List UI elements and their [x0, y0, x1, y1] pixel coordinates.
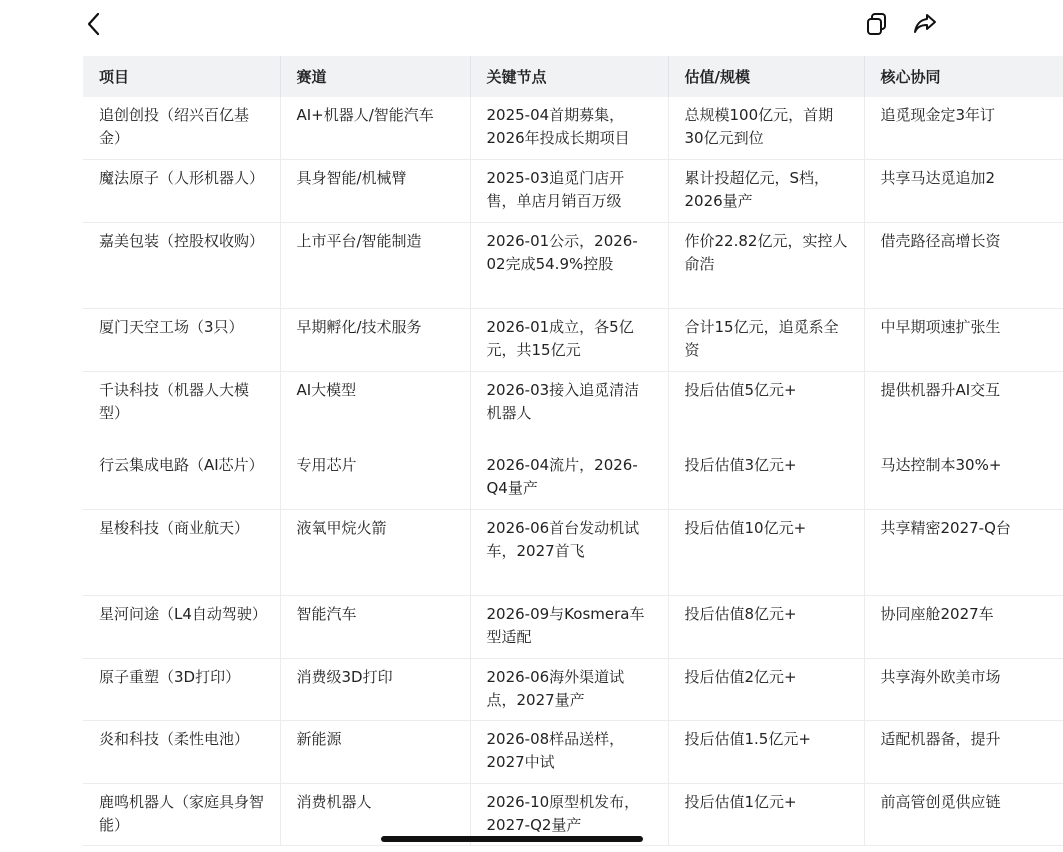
table-row — [83, 658, 1063, 720]
cell-synergy: 前高管创觅供应链 — [864, 783, 1063, 845]
cell-synergy: 借壳路径高增长资 — [864, 222, 1063, 308]
cell-synergy: 共享马达觅追加2 — [864, 159, 1063, 222]
copy-button[interactable] — [861, 8, 893, 40]
cell-track: 消费级3D打印 — [280, 658, 470, 720]
cell-track: 早期孵化/技术服务 — [280, 308, 470, 371]
cell-synergy: 追觅现金定3年订 — [864, 97, 1063, 159]
table-row — [83, 371, 1063, 447]
home-indicator[interactable] — [381, 836, 643, 842]
cell-track: 智能汽车 — [280, 595, 470, 658]
cell-project: 追创创投（绍兴百亿基金） — [83, 97, 280, 159]
cell-synergy: 中早期项速扩张生 — [864, 308, 1063, 371]
cell-track: AI+机器人/智能汽车 — [280, 97, 470, 159]
cell-synergy: 提供机器升AI交互 — [880, 380, 1001, 399]
cell-synergy: 适配机器备，提升 — [864, 720, 1063, 783]
data-table — [83, 56, 1063, 846]
cell-milestone: 2025-04首期募集，2026年投成长期项目 — [470, 97, 668, 159]
cell-milestone: 2026-01成立，各5亿元，共15亿元 — [470, 308, 668, 371]
cell-milestone: 2026-06首台发动机试车，2027首飞 — [470, 509, 668, 595]
table-row — [83, 720, 1063, 783]
cell-valuation: 作价22.82亿元，实控人俞浩 — [668, 222, 864, 308]
cell-project: 魔法原子（人形机器人） — [83, 159, 280, 222]
cell-synergy: 马达控制本30%+ — [864, 447, 1063, 509]
cell-valuation: 投后估值5亿元+ — [668, 371, 864, 447]
table-header-row — [83, 56, 1063, 97]
cell-project: 炎和科技（柔性电池） — [83, 720, 280, 783]
table-row — [83, 447, 1063, 509]
cell-project: 原子重塑（3D打印） — [83, 658, 280, 720]
cell-synergy: 共享精密2027-Q台 — [864, 509, 1063, 595]
chevron-left-icon — [83, 11, 105, 37]
cell-milestone: 2026-09与Kosmera车型适配 — [470, 595, 668, 658]
top-toolbar — [0, 0, 1024, 50]
cell-track: AI大模型 — [280, 371, 470, 447]
table-row — [83, 222, 1063, 308]
header-valuation: 估值/规模 — [668, 56, 864, 97]
cell-valuation: 投后估值2亿元+ — [668, 658, 864, 720]
cell-valuation: 合计15亿元，追觅系全资 — [668, 308, 864, 371]
cell-valuation: 投后估值3亿元+ — [668, 447, 864, 509]
cell-milestone: 2026-04流片，2026-Q4量产 — [470, 447, 668, 509]
cell-project: 厦门天空工场（3只） — [83, 308, 280, 371]
cell-track: 新能源 — [280, 720, 470, 783]
data-table-container[interactable] — [83, 56, 1011, 846]
cell-valuation: 总规模100亿元，首期30亿元到位 — [668, 97, 864, 159]
cell-project: 嘉美包装（控股权收购） — [83, 222, 280, 308]
cell-track: 上市平台/智能制造 — [280, 222, 470, 308]
share-button[interactable] — [909, 8, 941, 40]
cell-milestone: 2026-03接入追觅清洁机器人 — [470, 371, 668, 447]
cell-project: 星河问途（L4自动驾驶） — [83, 595, 280, 658]
cell-valuation: 投后估值8亿元+ — [668, 595, 864, 658]
table-row — [83, 97, 1063, 159]
table-row — [83, 159, 1063, 222]
header-project: 项目 — [83, 56, 280, 97]
header-track: 赛道 — [280, 56, 470, 97]
table-row — [83, 308, 1063, 371]
header-synergy: 核心协同 — [864, 56, 1063, 97]
cell-track: 消费机器人 — [280, 783, 470, 845]
share-icon — [911, 11, 939, 37]
cell-project: 鹿鸣机器人（家庭具身智能） — [83, 783, 280, 845]
copy-icon — [864, 11, 890, 37]
cell-milestone: 2026-06海外渠道试点，2027量产 — [470, 658, 668, 720]
cell-valuation: 投后估值1.5亿元+ — [668, 720, 864, 783]
cell-milestone: 2026-08样品送样，2027中试 — [470, 720, 668, 783]
cell-valuation: 投后估值10亿元+ — [668, 509, 864, 595]
table-row — [83, 595, 1063, 658]
cell-valuation: 累计投超亿元，S档，2026量产 — [668, 159, 864, 222]
cell-project: 千诀科技（机器人大模型） — [83, 371, 280, 447]
cell-project: 星梭科技（商业航天） — [83, 509, 280, 595]
cell-track: 液氧甲烷火箭 — [280, 509, 470, 595]
cell-track: 具身智能/机械臂 — [280, 159, 470, 222]
table-row — [83, 509, 1063, 595]
cell-milestone: 2026-01公示，2026-02完成54.9%控股 — [470, 222, 668, 308]
cell-milestone: 2025-03追觅门店开售，单店月销百万级 — [470, 159, 668, 222]
cell-project: 行云集成电路（AI芯片） — [83, 447, 280, 509]
cell-synergy: 共享海外欧美市场 — [864, 658, 1063, 720]
back-button[interactable] — [78, 8, 110, 40]
cell-synergy: 协同座舱2027车 — [864, 595, 1063, 658]
header-milestone: 关键节点 — [470, 56, 668, 97]
cell-track: 专用芯片 — [280, 447, 470, 509]
cell-valuation: 投后估值1亿元+ — [668, 783, 864, 845]
cell-milestone: 2026-10原型机发布，2027-Q2量产 — [470, 783, 668, 845]
